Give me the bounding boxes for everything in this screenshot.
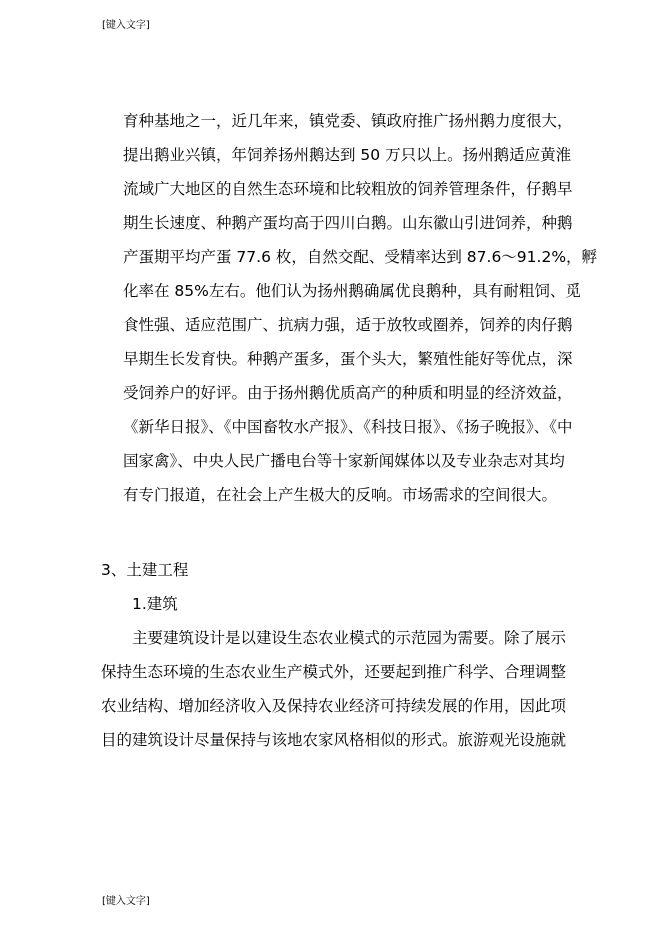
paragraph-line: 育种基地之一，近几年来，镇党委、镇政府推广扬州鹅力度很大， — [123, 112, 573, 130]
paragraph-line: 受饲养户的好评。由于扬州鹅优质高产的种质和明显的经济效益， — [123, 384, 573, 402]
subsection-heading: 1.建筑 — [132, 595, 178, 613]
page-footer: [键入文字] — [102, 896, 150, 907]
paragraph-line: 早期生长发育快。种鹅产蛋多，蛋个头大，繁殖性能好等优点，深 — [123, 350, 573, 368]
paragraph-line: 有专门报道，在社会上产生极大的反响。市场需求的空间很大。 — [123, 486, 558, 504]
paragraph-line: 保持生态环境的生态农业生产模式外，还要起到推广科学、合理调整 — [101, 663, 567, 681]
paragraph-line: 化率在 85%左右。他们认为扬州鹅确属优良鹅种，具有耐粗饲、觅 — [123, 282, 581, 300]
paragraph-line: 提出鹅业兴镇，年饲养扬州鹅达到 50 万只以上。扬州鹅适应黄淮 — [123, 146, 572, 164]
paragraph-line: 期生长速度、种鹅产蛋均高于四川白鹅。山东徽山引进饲养，种鹅 — [123, 214, 573, 232]
paragraph-line: 国家禽》、中央人民广播电台等十家新闻媒体以及专业杂志对其均 — [123, 452, 565, 470]
paragraph-line: 流域广大地区的自然生态环境和比较粗放的饲养管理条件，仔鹅早 — [123, 180, 573, 198]
paragraph-line: 目的建筑设计尽量保持与该地农家风格相似的形式。旅游观光设施就 — [101, 731, 567, 749]
paragraph-line: 食性强、适应范围广、抗病力强，适于放牧或圈养，饲养的肉仔鹅 — [123, 316, 573, 334]
page-header: [键入文字] — [102, 20, 150, 31]
section-heading: 3、土建工程 — [101, 561, 189, 579]
paragraph-line: 《新华日报》、《中国畜牧水产报》、《科技日报》、《扬子晚报》、《中 — [123, 418, 573, 436]
paragraph-line: 产蛋期平均产蛋 77.6 枚，自然交配、受精率达到 87.6～91.2%，孵 — [123, 248, 598, 266]
paragraph-line: 主要建筑设计是以建设生态农业模式的示范园为需要。除了展示 — [132, 629, 567, 647]
paragraph-line: 农业结构、增加经济收入及保持农业经济可持续发展的作用，因此项 — [101, 697, 567, 715]
